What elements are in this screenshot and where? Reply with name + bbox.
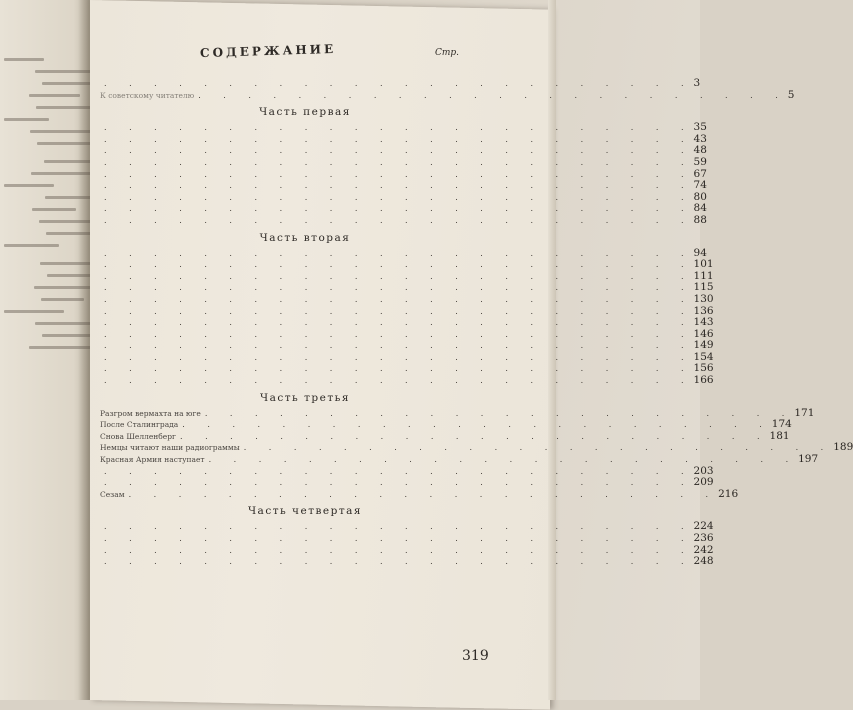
toc-entry-page: 174 [771,418,792,431]
left-page-text-line [4,244,59,247]
leader-dots: . . . . . . . . . . . . . . . . . . . . . . . . [104,123,694,133]
toc-entry [100,316,714,329]
toc-entry-page: 3 [693,77,701,89]
leader-dots: . . . . . . . . . . . . . . . . . . . . . . . . [104,294,694,304]
toc-entry [100,167,707,181]
toc-entry-page: 84 [693,202,707,215]
toc-entry [100,144,707,157]
toc-entry-page: 74 [693,179,707,192]
toc-entry-page: 248 [693,555,714,568]
leader-dots: . . . . . . . . . . . . . . . . . . . . . . . . [104,341,694,351]
page-number: 319 [462,648,489,664]
leader-dots: . . . . . . . . . . . . . . . . . . . . . . . . [104,260,694,270]
toc-entry [100,532,714,545]
leader-dots: . . . . . . . . . . . . . . . . . . . . . . . . [104,364,694,374]
leader-dots: . . . . . . . . . . . . . . . . . . . . . . . . [104,466,694,476]
leader-dots: . . . . . . . . . . . . . . . . . . . . . . . . [104,557,694,567]
toc-entry [100,155,707,169]
toc-entry-page: 101 [693,258,714,271]
leader-dots: . . . . . . . . . . . . . . . . . . . . . . . . [104,181,694,191]
toc-entry [100,350,714,364]
leader-dots: . . . . . . . . . . . . . . . . . . . . . . . . [104,134,694,144]
leader-dots: . . . . . . . . . . . . . . . . . . . . . . . . [104,329,694,339]
toc-body [100,77,853,568]
leader-dots: . . . . . . . . . . . . . . . . . . . . . . . . [104,283,694,293]
toc-entry-page: 242 [693,543,714,556]
toc-entry-page: 216 [718,487,739,500]
toc-entry [100,406,815,420]
part-header: Часть первая [259,106,351,119]
toc-entry-page: 156 [693,362,714,375]
toc-entry-label: Сезам [100,489,125,499]
leader-dots: . . . . . . . . . . . . . . . . . . . . . . . . [104,545,694,555]
leader-dots: . . . . . . . . . . . . . . . . . . . . . . . . [243,443,834,453]
toc-entry [100,429,790,443]
toc-entry [100,202,707,215]
toc-entry [100,555,714,568]
toc-entry [100,258,714,271]
leader-dots: . . . . . . . . . . . . . . . . . . . . . . . . [182,420,772,430]
toc-entry-label: Красная Армия наступает [100,455,205,465]
toc-entry [100,476,714,489]
leader-dots: . . . . . . . . . . . . . . . . . . . . . . . . [104,376,694,386]
toc-entry-page: 203 [693,464,714,477]
toc-entry [100,77,701,90]
leader-dots: . . . . . . . . . . . . . . . . . . . . . . . . [104,306,694,316]
leader-dots: . . . . . . . . . . . . . . . . . . . . . . . . [179,431,770,441]
toc-entry-page: 224 [693,520,714,533]
toc-entry-page: 43 [693,132,707,145]
toc-entry-page: 5 [787,88,795,101]
toc-entry [100,464,714,478]
toc-entry [100,339,714,352]
leader-dots: . . . . . . . . . . . . . . . . . . . . . . . . [104,146,694,156]
toc-entry-page: 197 [798,453,819,466]
toc-entry-page: 236 [693,532,714,544]
leader-dots: . . . . . . . . . . . . . . . . . . . . . . . . [104,534,694,543]
toc-entry-page: 115 [693,281,714,294]
toc-entry-page: 80 [693,190,707,203]
toc-entry [100,292,714,306]
toc-entry [100,132,707,146]
toc-entry-page: 149 [693,339,714,352]
toc-entry [100,246,707,260]
toc-entry-page: 146 [693,327,714,340]
part-header: Часть вторая [259,231,351,244]
toc-entry [100,281,714,294]
toc-entry-page: 189 [833,441,853,454]
leader-dots: . . . . . . . . . . . . . . . . . . . . . . . . [208,455,799,465]
leader-dots: . . . . . . . . . . . . . . . . . . . . . . . . [104,204,694,214]
leader-dots: . . . . . . . . . . . . . . . . . . . . . . . . [104,478,694,488]
toc-entry [100,453,819,466]
toc-entry [100,374,714,387]
toc-entry [100,269,714,283]
leader-dots: . . . . . . . . . . . . . . . . . . . . . . . . [128,489,719,499]
toc-entry-page: 48 [693,144,707,157]
leader-dots: . . . . . . . . . . . . . . . . . . . . . . . . [104,352,694,362]
toc-entry [100,543,714,557]
toc-entry [100,520,714,533]
leader-dots: . . . . . . . . . . . . . . . . . . . . . . . . [104,271,694,281]
toc-entry-page: 59 [693,155,707,168]
toc-entry-page: 94 [693,246,707,259]
leader-dots: . . . . . . . . . . . . . . . . . . . . . . . . [104,318,694,328]
leader-dots: . . . . . . . . . . . . . . . . . . . . . . . . [104,79,694,88]
toc-header [100,38,510,78]
leader-dots: . . . . . . . . . . . . . . . . . . . . . . . . [104,157,694,167]
toc-entry-label: Снова Шелленберг [100,431,176,441]
left-page-text-line [4,58,44,61]
toc-entry [100,441,853,454]
toc-entry-page: 143 [693,316,714,329]
left-page-text-line [4,184,54,187]
left-page-text-line [29,94,80,97]
page-column-label: Стр. [435,48,460,58]
left-page-text-line [32,208,76,211]
part-header: Часть третья [259,391,350,404]
toc-entry [100,121,707,134]
toc-entry-page: 166 [693,374,714,387]
table-of-contents [100,38,853,568]
leader-dots: . . . . . . . . . . . . . . . . . . . . . . . . [104,192,694,202]
part-header: Часть четвертая [247,505,363,518]
toc-entry-page: 171 [794,406,815,419]
toc-entry [100,418,792,431]
toc-entry-page: 88 [693,213,707,226]
toc-entry [100,88,795,102]
leader-dots: . . . . . . . . . . . . . . . . . . . . . . . . [204,408,795,418]
leader-dots: . . . . . . . . . . . . . . . . . . . . . . . . [198,90,788,100]
left-page-text-line [4,118,49,121]
toc-entry-label: Разгром вермахта на юге [100,408,201,418]
toc-entry-page: 209 [693,476,714,489]
toc-entry [100,304,714,318]
leader-dots: . . . . . . . . . . . . . . . . . . . . . . . . [104,248,694,258]
toc-entry [100,362,714,375]
toc-entry-label: К советскому читателю [100,90,195,100]
toc-entry-page: 130 [693,292,714,305]
toc-entry-page: 154 [693,350,714,363]
toc-entry [100,179,707,192]
leader-dots: . . . . . . . . . . . . . . . . . . . . . . . . [104,215,694,225]
toc-entry-page: 67 [693,167,707,180]
toc-entry-page: 181 [769,429,790,442]
toc-entry-label: После Сталинграда [100,420,179,430]
toc-entry [100,190,707,204]
left-page-text-line [4,310,64,313]
toc-entry [100,213,707,227]
leader-dots: . . . . . . . . . . . . . . . . . . . . . . . . [104,169,694,179]
toc-title: СОДЕРЖАНИЕ [199,41,337,61]
leader-dots: . . . . . . . . . . . . . . . . . . . . . . . . [104,522,694,532]
toc-entry [100,487,739,501]
toc-entry-page: 35 [693,121,707,134]
toc-entry-page: 111 [693,269,714,282]
toc-entry [100,327,714,341]
toc-entry-page: 136 [693,304,714,317]
toc-entry-label: Немцы читают наши радиограммы [100,443,240,453]
